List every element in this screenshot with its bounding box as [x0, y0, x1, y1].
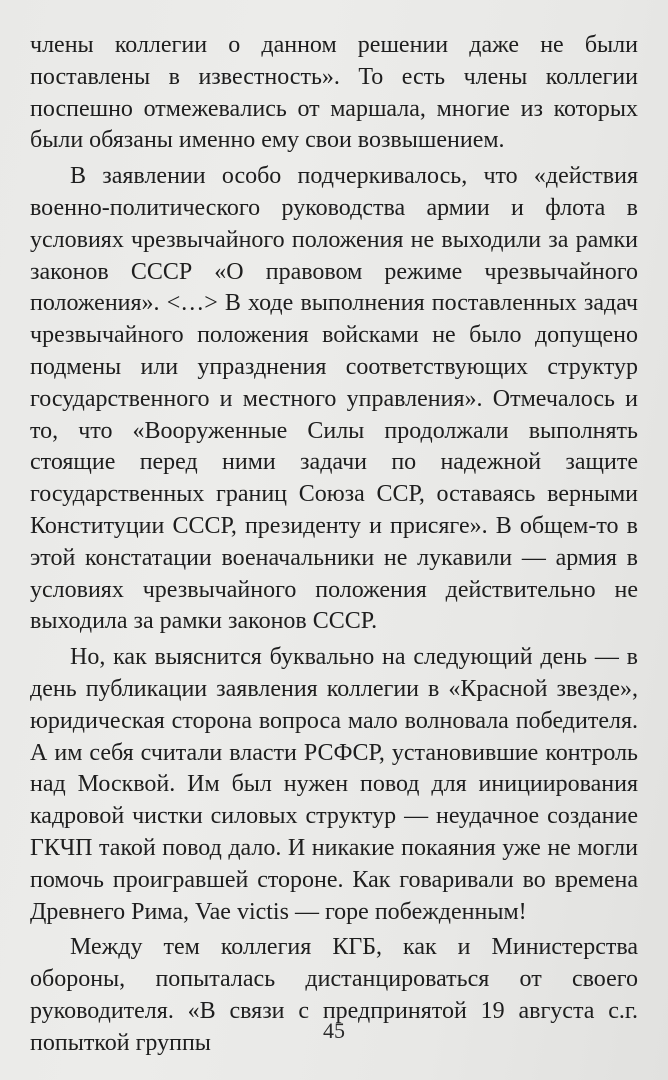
- paragraph-3: Но, как выяснится буквально на следующий день — в день публикации заявления коллегии в «Красной звезде», юридическая сторона вопроса мало волновала победителя. А им себя считали власти РСФСР, установившие контроль над Москвой. Им был нужен повод для инициирования кадровой чистки силовых структур — неудачное создание ГКЧП такой повод дало. И никакие покаяния уже не могли помочь проигравшей стороне. Как говаривали во времена Древнего Рима, Vae victis — горе побежденным!: [30, 644, 638, 925]
- page-number: 45: [323, 1018, 345, 1043]
- paragraph-4: Между тем коллегия КГБ, как и Министерства обороны, попыталась дистанцироваться от своего руководителя. «В связи с предпринятой 19 августа с.г. попыткой группы: [30, 934, 638, 1056]
- paragraph-1: члены коллегии о данном решении даже не были поставлены в известность». То есть члены коллегии поспешно отмежевались от маршала, многие из которых были обязаны именно ему свои возвышением.: [30, 32, 638, 154]
- paragraph-2: В заявлении особо подчеркивалось, что «действия военно-политического руководства армии и флота в условиях чрезвычайного положения не выходили за рамки законов СССР «О правовом режиме чрезвычайного положения». <…> В ходе выполнения поставленных задач чрезвычайного положения войсками не было допущено подмены или упразднения соответствующих структур государственного и местного управления». Отмечалось и то, что «Вооруженные Силы продолжали выполнять стоящие перед ними задачи по надежной защите государственных границ Союза ССР, оставаясь верными Конституции СССР, президенту и присяге». В общем-то в этой констатации военачальники не лукавили — армия в условиях чрезвычайного положения действительно не выходила за рамки законов СССР.: [30, 163, 638, 635]
- body-text: [30, 30, 638, 1060]
